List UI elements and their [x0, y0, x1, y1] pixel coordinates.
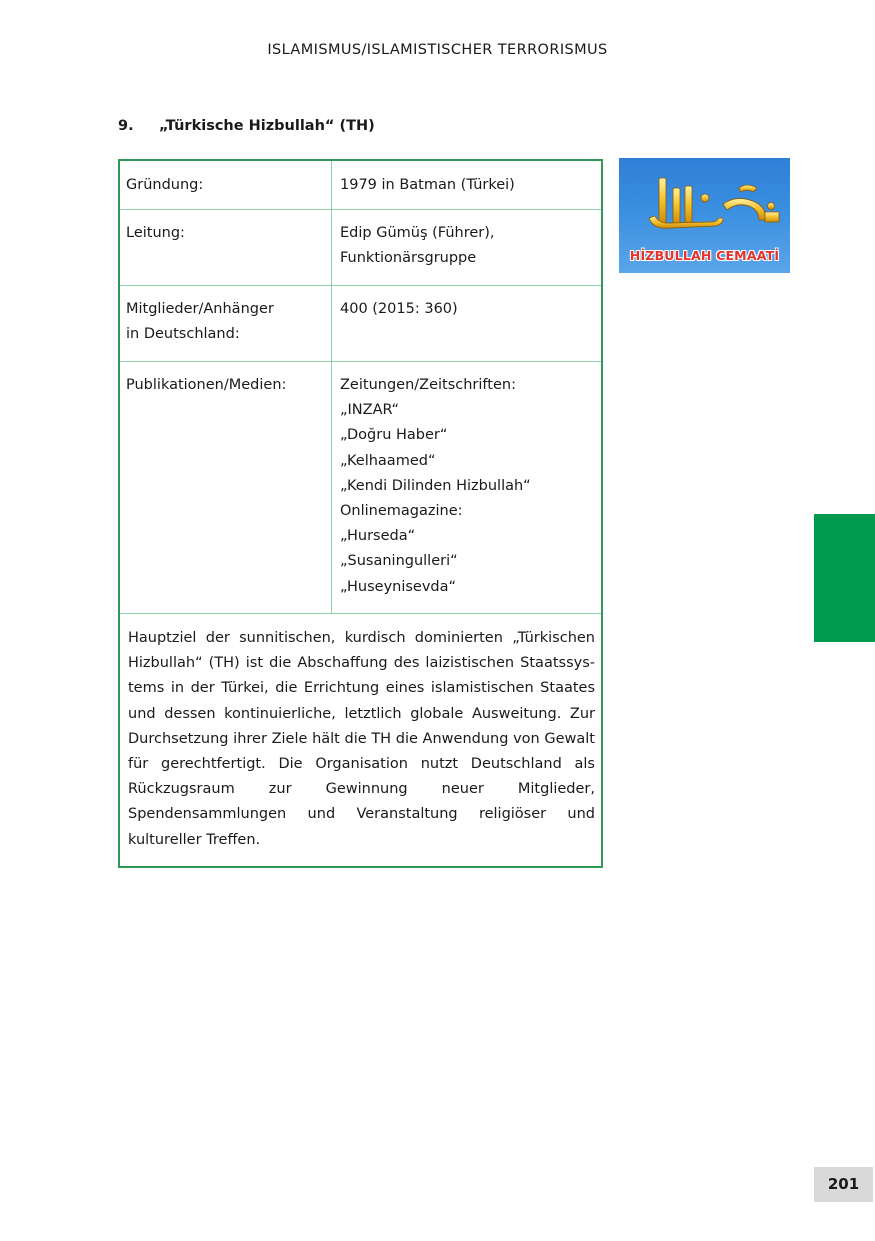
publication-item: „Huseynisevda“ — [340, 578, 457, 595]
members-label-line: Mitglieder/Anhänger — [126, 301, 274, 317]
publication-item: „INZAR“ — [340, 402, 400, 419]
page-number: 201 — [814, 1167, 873, 1202]
hizbullah-logo — [619, 158, 790, 273]
leadership-value — [332, 210, 601, 285]
publication-item: „Susaningulleri“ — [340, 553, 458, 570]
leadership-line: Funktionärsgruppe — [340, 250, 477, 267]
running-header: ISLAMISMUS/ISLAMISTISCHER TERRORISMUS — [267, 42, 608, 58]
publications-value — [332, 362, 601, 613]
leadership-label: Leitung: — [120, 210, 332, 285]
info-table — [118, 159, 603, 868]
chapter-tab — [814, 514, 875, 642]
publication-item: Zeitungen/Zeitschriften: — [340, 377, 516, 393]
info-row-members — [120, 286, 601, 362]
info-row-founding — [120, 161, 601, 210]
logo-banner-text: HİZBULLAH CEMAATİ — [629, 248, 780, 263]
members-value: 400 (2015: 360) — [340, 301, 458, 317]
members-label-line: in Deutschland: — [126, 326, 240, 343]
publications-label: Publikationen/Medien: — [120, 362, 332, 613]
publication-item: „Doğru Haber“ — [340, 427, 448, 444]
section-title: „Türkische Hizbullah“ (TH) — [159, 118, 375, 134]
members-label — [120, 286, 332, 361]
founding-value: 1979 in Batman (Türkei) — [340, 177, 515, 193]
founding-label: Gründung: — [120, 161, 332, 209]
section-number: 9. — [118, 118, 134, 134]
info-row-leadership — [120, 210, 601, 286]
info-row-publications — [120, 362, 601, 614]
publication-item: Onlinemagazine: — [340, 503, 463, 520]
publication-item: „Kelhaamed“ — [340, 452, 436, 469]
publication-item: „Kendi Dilinden Hizbullah“ — [340, 477, 531, 494]
leadership-line: Edip Gümüş (Führer), — [340, 225, 495, 241]
publication-item: „Hurseda“ — [340, 528, 416, 545]
summary-paragraph: Hauptziel der sunnitischen, kurdisch dominierten „Türkischen Hizbullah“ (TH) ist die Abschaffung des laizistischen Staatssystems in der Türkei, die Errichtung eines islamistischen Staates und dessen kontinuierliche, letztlich globale Ausweitung. Zur Durchsetzung ihrer Ziele hält die TH die Anwendung von Gewalt für gerechtfertigt. Die Organisation nutzt Deutschland als Rückzugsraum zur Gewinnung neuer Mitglieder, Spendensammlungen und Veranstaltung religiöser und kultureller Treffen. — [128, 630, 595, 848]
section-heading — [118, 118, 375, 134]
